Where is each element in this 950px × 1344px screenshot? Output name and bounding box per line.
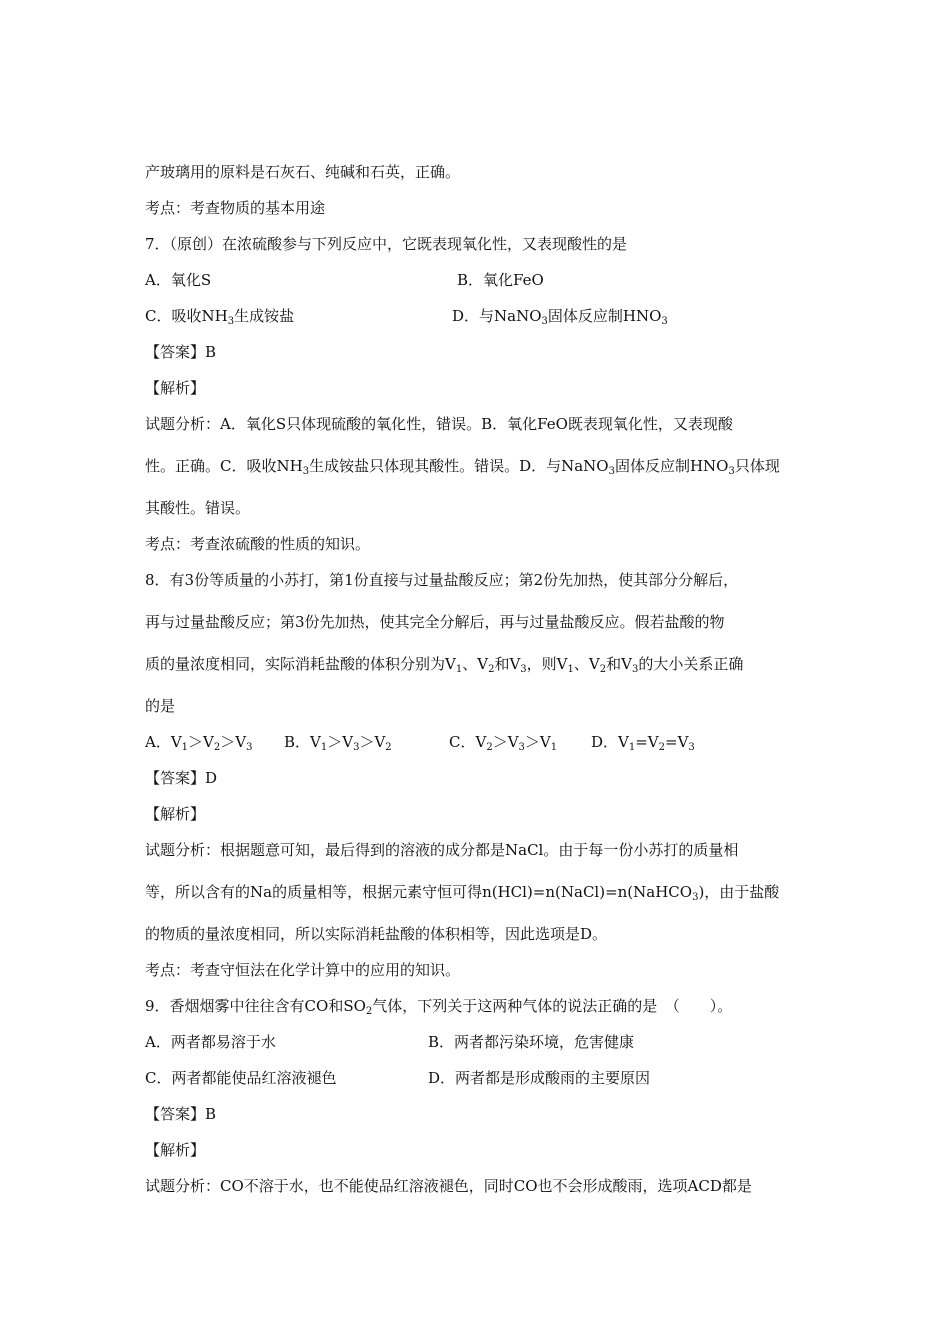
q7-kaodian: 考点：考查浓硫酸的性质的知识。 (145, 535, 371, 553)
q7-option-a: A．氧化S (145, 271, 212, 289)
text-line: 产玻璃用的原料是石灰石、纯碱和石英，正确。 (145, 163, 461, 181)
q7-option-d: D．与NaNO$_3$固体反应制$HNO_3$ (452, 307, 668, 327)
q9-answer: 【答案】B (145, 1105, 217, 1123)
q8-analysis-line: 试题分析：根据题意可知，最后得到的溶液的成分都是NaCl。由于每一份小苏打的质量相 (145, 841, 739, 859)
question-8: 的是 (145, 697, 176, 715)
q9-option-a: A．两者都易溶于水 (145, 1033, 276, 1051)
question-8: 质的量浓度相同，实际消耗盐酸的体积分别为$V_1$、$V_2$和$V_3$，则$V_1$、$V_2$和$V_3$的大小关系正确 (145, 655, 744, 675)
q8-analysis-line: 等，所以含有的Na的质量相等，根据元素守恒可得n(HCl)=n(NaCl)=n(NaHCO$_3$)，由于盐酸 (145, 883, 780, 903)
q8-option-d: D．$V_1=V_2=V_3$ (591, 733, 695, 753)
question-9: 9．香烟烟雾中往往含有CO和$SO_2$气体，下列关于这两种气体的说法正确的是 （ ）。 (145, 997, 733, 1017)
q8-kaodian: 考点：考查守恒法在化学计算中的应用的知识。 (145, 961, 461, 979)
kaodian-line: 考点：考查物质的基本用途 (145, 199, 326, 217)
q8-analysis-line: 的物质的量浓度相同，所以实际消耗盐酸的体积相等，因此选项是D。 (145, 925, 608, 943)
q8-option-b: B．$V_1>V_3>V_2$ (284, 733, 392, 753)
question-8: 8．有3份等质量的小苏打，第1份直接与过量盐酸反应；第2份先加热，使其部分分解后， (145, 571, 739, 589)
q9-analysis-line: 试题分析：CO不溶于水，也不能使品红溶液褪色，同时CO也不会形成酸雨，选项ACD都是 (145, 1177, 752, 1195)
q8-answer: 【答案】D (145, 769, 218, 787)
q9-option-b: B．两者都污染环境，危害健康 (428, 1033, 635, 1051)
q7-analysis-heading: 【解析】 (145, 379, 206, 397)
q7-analysis-line: 试题分析：A．氧化S只体现硫酸的氧化性，错误。B．氧化FeO既表现氧化性，又表现酸 (145, 415, 733, 433)
q7-option-c: C．吸收$NH_3$生成铵盐 (145, 307, 295, 327)
q8-option-c: C．$V_2>V_3>V_1$ (449, 733, 558, 753)
q9-option-c: C．两者都能使品红溶液褪色 (145, 1069, 337, 1087)
q7-answer: 【答案】B (145, 343, 217, 361)
q7-analysis-line: 性。正确。C．吸收$NH_3$生成铵盐只体现其酸性。错误。D．与NaNO$_3$固体反应制$HNO_3$只体现 (145, 457, 780, 477)
q9-option-d: D．两者都是形成酸雨的主要原因 (428, 1069, 651, 1087)
question-7: 7．（原创）在浓硫酸参与下列反应中，它既表现氧化性，又表现酸性的是 (145, 235, 628, 253)
question-8: 再与过量盐酸反应；第3份先加热，使其完全分解后，再与过量盐酸反应。假若盐酸的物 (145, 613, 725, 631)
q7-option-b: B．氧化FeO (457, 271, 544, 289)
q8-option-a: A．$V_1>V_2>V_3$ (145, 733, 253, 753)
q8-analysis-heading: 【解析】 (145, 805, 206, 823)
q7-analysis-line: 其酸性。错误。 (145, 499, 251, 517)
q9-analysis-heading: 【解析】 (145, 1141, 206, 1159)
